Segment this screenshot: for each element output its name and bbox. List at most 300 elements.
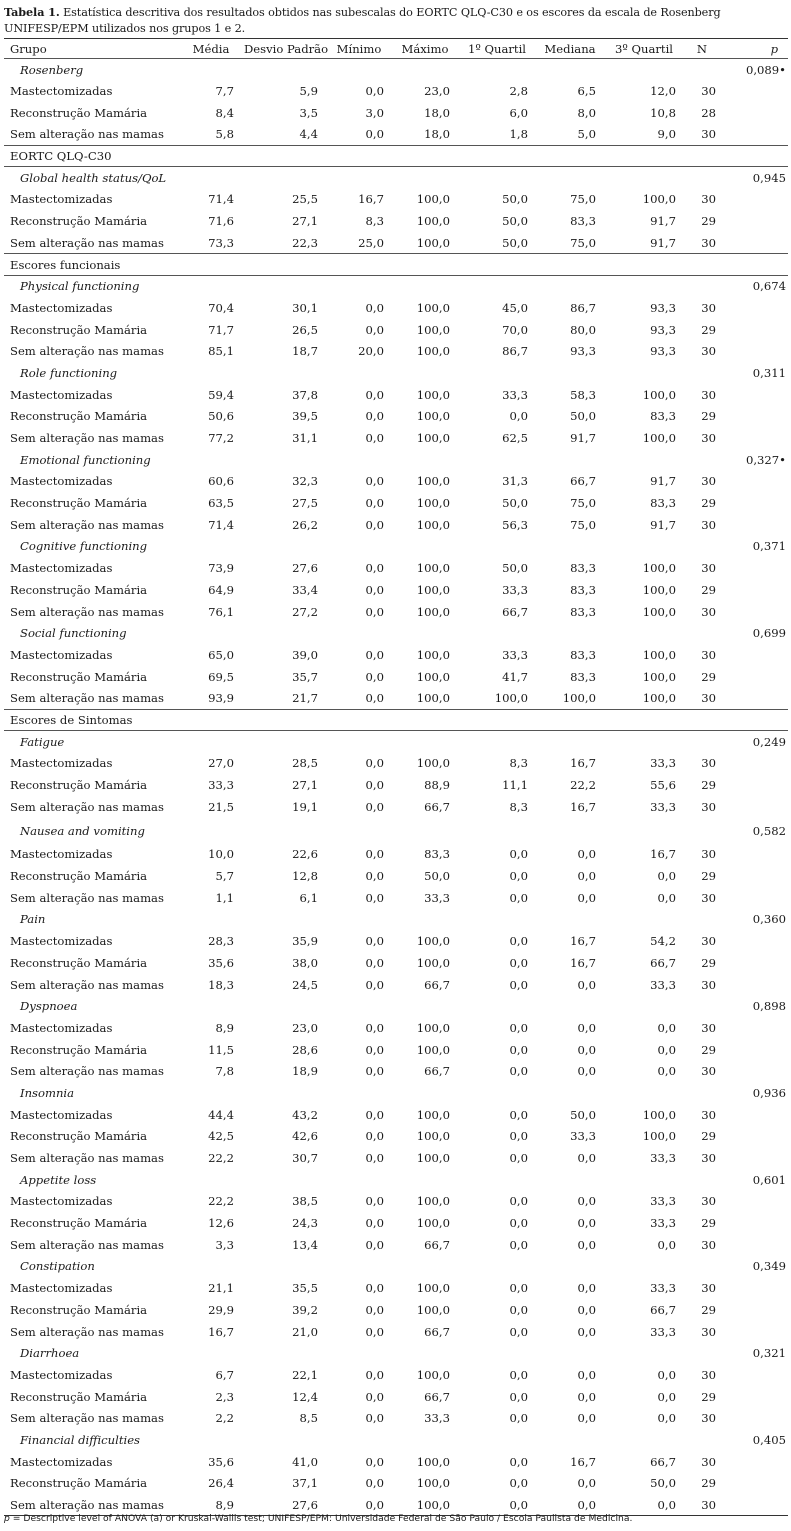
table-cell: 0,0 <box>365 647 384 662</box>
empty-cell <box>720 232 788 254</box>
table-row <box>4 974 788 996</box>
row-label: Mastectomizadas <box>10 1020 113 1035</box>
table-cell: 0,0 <box>657 1042 676 1057</box>
table-body <box>4 59 788 1516</box>
table-row <box>4 1234 788 1256</box>
table-cell: 20,0 <box>358 344 384 359</box>
table-cell: 37,1 <box>292 1476 318 1491</box>
table-cell: 30 <box>701 1324 716 1339</box>
table-cell: 26,4 <box>208 1476 234 1491</box>
empty-cell <box>720 1060 788 1082</box>
table-cell: 0,0 <box>365 127 384 142</box>
table-cell: 29 <box>701 496 716 511</box>
section-row <box>4 145 788 167</box>
table-cell: 30 <box>701 192 716 207</box>
table-cell: 39,5 <box>292 409 318 424</box>
table-cell: 22,2 <box>570 778 596 793</box>
header-row <box>4 39 788 59</box>
table-cell: 12,8 <box>292 869 318 884</box>
table-cell: 37,8 <box>292 387 318 402</box>
table-cell: 30 <box>701 1020 716 1035</box>
row-label: Reconstrução Mamária <box>10 1042 148 1057</box>
table-row <box>4 124 788 146</box>
table-cell: 0,0 <box>365 84 384 99</box>
table-cell: 50,0 <box>502 235 528 250</box>
table-cell: 8,3 <box>509 799 528 814</box>
table-cell: 62,5 <box>502 431 528 446</box>
table-cell: 0,0 <box>509 1194 528 1209</box>
table-cell: 0,0 <box>577 1302 596 1317</box>
table-cell: 30 <box>701 1064 716 1079</box>
table-row <box>4 210 788 232</box>
table-cell: 0,0 <box>509 1107 528 1122</box>
table-cell: 11,1 <box>502 778 528 793</box>
empty-cell <box>720 844 788 866</box>
table-cell: 0,0 <box>509 847 528 862</box>
subscale-label: Diarrhoea <box>20 1346 80 1361</box>
table-cell: 33,3 <box>502 387 528 402</box>
subscale-row <box>4 1342 788 1364</box>
table-cell: 0,0 <box>365 474 384 489</box>
table-cell: 0,0 <box>365 799 384 814</box>
table-row <box>4 1212 788 1234</box>
section-label: Escores de Sintomas <box>4 709 788 731</box>
table-cell: 100,0 <box>642 582 676 597</box>
row-label: Reconstrução Mamária <box>10 409 148 424</box>
table-cell: 9,0 <box>657 127 676 142</box>
table-cell: 66,7 <box>650 1302 676 1317</box>
table-cell: 100,0 <box>416 192 450 207</box>
table-cell: 30 <box>701 387 716 402</box>
table-cell: 4,4 <box>299 127 318 142</box>
table-cell: 30 <box>701 235 716 250</box>
table-cell: 0,0 <box>365 955 384 970</box>
table-cell: 30 <box>701 1367 716 1382</box>
table-cell: 0,0 <box>577 1324 596 1339</box>
table-cell: 3,3 <box>215 1237 234 1252</box>
empty-cell <box>720 124 788 146</box>
table-cell: 0,0 <box>509 1020 528 1035</box>
table-cell: 85,1 <box>208 344 234 359</box>
row-label: Reconstrução Mamária <box>10 1389 148 1404</box>
table-cell: 100,0 <box>416 322 450 337</box>
table-cell: 0,0 <box>509 1129 528 1144</box>
table-cell: 42,6 <box>292 1129 318 1144</box>
table-cell: 33,3 <box>650 1151 676 1166</box>
table-cell: 93,3 <box>650 300 676 315</box>
empty-cell <box>720 1364 788 1386</box>
table-cell: 100,0 <box>416 1107 450 1122</box>
table-cell: 27,1 <box>292 214 318 229</box>
empty-cell <box>720 1147 788 1169</box>
subscale-label: Appetite loss <box>20 1172 97 1187</box>
table-cell: 29 <box>701 1389 716 1404</box>
table-cell: 71,6 <box>208 214 234 229</box>
table-cell: 33,4 <box>292 582 318 597</box>
table-row <box>4 930 788 952</box>
table-row <box>4 384 788 406</box>
table-cell: 83,3 <box>424 847 450 862</box>
table-cell: 6,7 <box>215 1367 234 1382</box>
table-cell: 8,5 <box>299 1411 318 1426</box>
table-cell: 30 <box>701 1237 716 1252</box>
table-cell: 91,7 <box>650 235 676 250</box>
table-cell: 30 <box>701 1194 716 1209</box>
table-cell: 100,0 <box>416 1151 450 1166</box>
header-group: Grupo <box>4 39 180 59</box>
table-cell: 91,7 <box>570 431 596 446</box>
table-caption <box>4 4 788 37</box>
subscale-row <box>4 449 788 471</box>
table-cell: 13,4 <box>292 1237 318 1252</box>
table-cell: 65,0 <box>208 647 234 662</box>
table-cell: 86,7 <box>570 300 596 315</box>
table-row <box>4 1364 788 1386</box>
subscale-row <box>4 167 788 189</box>
row-label: Sem alteração nas mamas <box>10 1237 164 1252</box>
row-label: Sem alteração nas mamas <box>10 431 164 446</box>
subscale-row <box>4 362 788 384</box>
subscale-label: Cognitive functioning <box>20 539 148 554</box>
empty-cell <box>720 753 788 775</box>
table-cell: 63,5 <box>208 496 234 511</box>
table-cell: 29 <box>701 1042 716 1057</box>
table-cell: 33,3 <box>570 1129 596 1144</box>
section-label: EORTC QLQ-C30 <box>4 145 788 167</box>
table-cell: 0,0 <box>509 409 528 424</box>
table-cell: 27,6 <box>242 1494 326 1516</box>
table-cell: 100,0 <box>416 669 450 684</box>
table-cell: 29 <box>701 869 716 884</box>
table-cell: 29 <box>701 214 716 229</box>
table-cell: 0,0 <box>509 1042 528 1057</box>
table-cell: 100,0 <box>416 1281 450 1296</box>
subscale-label: Emotional functioning <box>20 452 151 467</box>
table-cell: 70,4 <box>208 300 234 315</box>
table-row <box>4 796 788 818</box>
table-cell: 0,0 <box>365 496 384 511</box>
row-label: Sem alteração nas mamas <box>10 1324 164 1339</box>
row-label: Mastectomizadas <box>10 847 113 862</box>
table-cell: 50,0 <box>502 214 528 229</box>
empty-cell <box>720 319 788 341</box>
empty-cell <box>720 427 788 449</box>
empty-cell <box>720 297 788 319</box>
table-row <box>4 666 788 688</box>
empty-cell <box>720 1104 788 1126</box>
table-cell: 66,7 <box>570 474 596 489</box>
table-cell: 16,7 <box>570 756 596 771</box>
table-cell: 29 <box>701 955 716 970</box>
table-cell: 100,0 <box>416 1042 450 1057</box>
table-cell: 35,6 <box>208 955 234 970</box>
header-mean: Média <box>180 39 242 59</box>
table-cell: 83,3 <box>570 647 596 662</box>
table-cell: 100,0 <box>416 604 450 619</box>
table-cell: 0,0 <box>509 1389 528 1404</box>
table-cell: 50,6 <box>208 409 234 424</box>
row-label: Reconstrução Mamária <box>10 496 148 511</box>
table-cell: 66,7 <box>424 977 450 992</box>
table-cell: 0,0 <box>365 517 384 532</box>
table-cell: 29 <box>701 322 716 337</box>
empty-cell <box>720 1191 788 1213</box>
table-cell: 28,6 <box>292 1042 318 1057</box>
table-row <box>4 232 788 254</box>
empty-cell <box>720 471 788 493</box>
subscale-row <box>4 909 788 931</box>
table-cell: 66,7 <box>650 955 676 970</box>
empty-cell <box>720 666 788 688</box>
table-cell: 0,0 <box>509 1216 528 1231</box>
table-cell: 100,0 <box>416 1454 450 1469</box>
table-cell: 0,0 <box>365 1129 384 1144</box>
table-cell: 86,7 <box>502 344 528 359</box>
table-cell: 30 <box>701 890 716 905</box>
table-cell: 0,0 <box>577 1367 596 1382</box>
header-median: Mediana <box>536 39 604 59</box>
empty-cell <box>720 1451 788 1473</box>
table-row <box>4 844 788 866</box>
empty-cell <box>720 865 788 887</box>
subscale-row <box>4 622 788 644</box>
table-cell: 69,5 <box>208 669 234 684</box>
empty-cell <box>720 1473 788 1495</box>
table-row <box>4 427 788 449</box>
table-cell: 0,0 <box>509 1281 528 1296</box>
p-value: 0,360 <box>752 912 786 927</box>
row-label: Reconstrução Mamária <box>10 582 148 597</box>
table-cell: 0,0 <box>577 1151 596 1166</box>
table-cell: 30 <box>701 934 716 949</box>
header-p: p <box>720 39 788 59</box>
subscale-label: Social functioning <box>20 626 127 641</box>
table-cell: 93,9 <box>208 691 234 706</box>
results-table <box>4 38 788 1516</box>
table-cell: 25,0 <box>358 235 384 250</box>
p-value: 0,249 <box>720 731 788 753</box>
table-cell: 22,3 <box>292 235 318 250</box>
table-cell: 71,7 <box>208 322 234 337</box>
table-cell: 16,7 <box>208 1324 234 1339</box>
table-cell: 33,3 <box>650 1216 676 1231</box>
subscale-label: Pain <box>20 912 46 927</box>
table-cell: 77,2 <box>208 431 234 446</box>
table-cell: 0,0 <box>365 322 384 337</box>
subscale-label: Fatigue <box>4 731 720 753</box>
table-cell: 0,0 <box>577 1476 596 1491</box>
table-cell: 33,3 <box>650 799 676 814</box>
empty-cell <box>720 1126 788 1148</box>
table-row <box>4 952 788 974</box>
table-cell: 27,0 <box>208 756 234 771</box>
row-label: Mastectomizadas <box>10 1367 113 1382</box>
table-cell: 75,0 <box>570 235 596 250</box>
table-cell: 30 <box>701 847 716 862</box>
table-cell: 100,0 <box>642 691 676 706</box>
table-cell: 0,0 <box>365 756 384 771</box>
table-cell: 100,0 <box>416 474 450 489</box>
table-cell: 100,0 <box>494 691 528 706</box>
table-cell: 80,0 <box>570 322 596 337</box>
table-cell: 30 <box>701 127 716 142</box>
table-cell: 5,0 <box>577 127 596 142</box>
table-cell: 0,0 <box>577 1042 596 1057</box>
table-cell: 0,0 <box>657 1411 676 1426</box>
table-cell: 0,0 <box>509 1367 528 1382</box>
subscale-row <box>4 1082 788 1104</box>
table-cell: 30 <box>701 691 716 706</box>
empty-cell <box>720 1321 788 1343</box>
table-cell: 100,0 <box>416 561 450 576</box>
subscale-row <box>4 995 788 1017</box>
table-row <box>4 1060 788 1082</box>
table-cell: 91,7 <box>650 214 676 229</box>
table-cell: 0,0 <box>365 847 384 862</box>
empty-cell <box>720 102 788 124</box>
subscale-label: Dyspnoea <box>20 999 78 1014</box>
table-cell: 0,0 <box>509 1476 528 1491</box>
table-cell: 16,7 <box>358 192 384 207</box>
table-cell: 21,0 <box>292 1324 318 1339</box>
table-cell: 1,1 <box>215 890 234 905</box>
table-cell: 71,4 <box>208 517 234 532</box>
table-cell: 39,0 <box>292 647 318 662</box>
table-cell: 25,5 <box>292 192 318 207</box>
table-cell: 0,0 <box>326 1494 392 1516</box>
empty-cell <box>720 557 788 579</box>
row-label: Sem alteração nas mamas <box>10 1064 164 1079</box>
table-cell: 7,8 <box>215 1064 234 1079</box>
table-cell: 45,0 <box>502 300 528 315</box>
subscale-row <box>4 731 788 753</box>
table-cell: 30 <box>701 431 716 446</box>
table-cell: 0,0 <box>509 869 528 884</box>
row-label: Sem alteração nas mamas <box>10 517 164 532</box>
row-label: Sem alteração nas mamas <box>10 890 164 905</box>
table-cell: 16,7 <box>650 847 676 862</box>
table-cell: 29 <box>701 1302 716 1317</box>
table-cell: 0,0 <box>509 1302 528 1317</box>
table-cell: 0,0 <box>365 1064 384 1079</box>
row-label: Mastectomizadas <box>10 756 113 771</box>
subscale-label: Global health status/QoL <box>4 167 720 189</box>
header-max: Máximo <box>392 39 458 59</box>
table-cell: 6,1 <box>299 890 318 905</box>
table-cell: 29 <box>701 409 716 424</box>
table-cell: 16,7 <box>570 934 596 949</box>
row-label: Mastectomizadas <box>10 1281 113 1296</box>
table-cell: 76,1 <box>208 604 234 619</box>
table-cell: 29 <box>701 669 716 684</box>
table-cell: 30 <box>684 1494 720 1516</box>
table-cell: 100,0 <box>416 1367 450 1382</box>
footnote-text: = Descriptive level of ANOVA (a) or Kruskal-Wallis test; UNIFESP/EPM: Universidade Federal de São Paulo / Escola Paulista de Medicina. <box>9 1513 633 1524</box>
empty-cell <box>720 189 788 211</box>
empty-cell <box>720 514 788 536</box>
table-row <box>4 1039 788 1061</box>
table-cell: 43,2 <box>292 1107 318 1122</box>
table-cell: 0,0 <box>577 1194 596 1209</box>
table-cell: 30 <box>701 647 716 662</box>
table-cell: 0,0 <box>577 1237 596 1252</box>
table-cell: 0,0 <box>365 1237 384 1252</box>
empty-cell <box>720 974 788 996</box>
row-label: Reconstrução Mamária <box>10 322 148 337</box>
table-cell: 30 <box>701 1411 716 1426</box>
table-cell: 18,3 <box>208 977 234 992</box>
table-cell: 100,0 <box>416 517 450 532</box>
table-row <box>4 1147 788 1169</box>
table-cell: 18,7 <box>292 344 318 359</box>
table-cell: 59,4 <box>208 387 234 402</box>
table-cell: 6,0 <box>509 105 528 120</box>
table-cell: 33,3 <box>650 1281 676 1296</box>
table-cell: 66,7 <box>424 1237 450 1252</box>
p-value: 0,674 <box>720 275 788 297</box>
empty-cell <box>720 687 788 709</box>
table-cell: 73,9 <box>208 561 234 576</box>
empty-cell <box>720 601 788 623</box>
p-value: 0,405 <box>752 1432 786 1447</box>
table-cell: 93,3 <box>650 344 676 359</box>
empty-cell <box>720 210 788 232</box>
table-cell: 93,3 <box>570 344 596 359</box>
table-cell: 6,5 <box>577 84 596 99</box>
row-label: Reconstrução Mamária <box>10 1302 148 1317</box>
row-label: Reconstrução Mamária <box>10 1216 148 1231</box>
table-cell: 0,0 <box>365 1454 384 1469</box>
p-value: 0,936 <box>752 1085 786 1100</box>
table-cell: 5,7 <box>215 869 234 884</box>
table-cell: 100,0 <box>416 582 450 597</box>
table-footnote <box>4 1513 788 1524</box>
table-row <box>4 471 788 493</box>
table-cell: 83,3 <box>650 409 676 424</box>
table-cell: 30 <box>701 1107 716 1122</box>
table-cell: 27,5 <box>292 496 318 511</box>
table-cell: 31,1 <box>292 431 318 446</box>
row-label: Sem alteração nas mamas <box>10 235 164 250</box>
row-label: Sem alteração nas mamas <box>4 1494 180 1516</box>
section-label: Escores funcionais <box>4 254 788 276</box>
table-cell: 100,0 <box>416 496 450 511</box>
row-label: Reconstrução Mamária <box>10 1476 148 1491</box>
table-cell: 75,0 <box>570 517 596 532</box>
table-cell: 21,7 <box>292 691 318 706</box>
table-cell: 0,0 <box>365 890 384 905</box>
table-cell: 0,0 <box>657 1020 676 1035</box>
table-cell: 100,0 <box>642 192 676 207</box>
table-cell: 35,6 <box>208 1454 234 1469</box>
table-cell: 0,0 <box>536 1494 604 1516</box>
table-cell: 8,0 <box>577 105 596 120</box>
table-row <box>4 492 788 514</box>
table-cell: 0,0 <box>509 1454 528 1469</box>
empty-cell <box>720 1039 788 1061</box>
table-cell: 0,0 <box>365 1476 384 1491</box>
row-label: Sem alteração nas mamas <box>10 977 164 992</box>
table-cell: 30 <box>701 604 716 619</box>
table-cell: 83,3 <box>650 496 676 511</box>
row-label: Sem alteração nas mamas <box>10 604 164 619</box>
table-cell: 0,0 <box>577 977 596 992</box>
table-cell: 16,7 <box>570 799 596 814</box>
table-cell: 0,0 <box>365 582 384 597</box>
table-cell: 0,0 <box>365 1020 384 1035</box>
table-cell: 10,0 <box>208 847 234 862</box>
table-cell: 66,7 <box>424 1389 450 1404</box>
